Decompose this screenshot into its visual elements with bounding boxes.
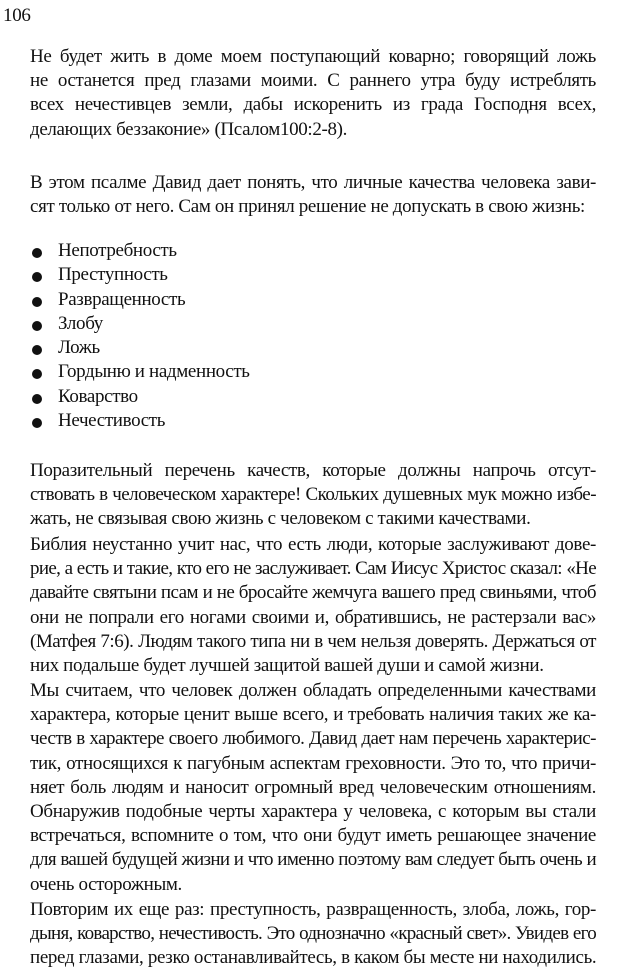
text-line: ствовать в человеческом характере! Скольких душевных мук можно избе- bbox=[30, 484, 596, 506]
paragraph-3 bbox=[30, 679, 596, 897]
list-item bbox=[30, 312, 590, 336]
text-line: для вашей будущей жизни и что именно поэтому вам следует быть очень и bbox=[30, 849, 596, 871]
text-line: честв в характере своего любимого. Давид дает нам перечень характерис- bbox=[30, 728, 596, 750]
text-line: делающих беззаконие» (Псалом100:2-8). bbox=[30, 118, 347, 140]
text-line: характера, которые ценит выше всего, и требовать наличия таких же ка- bbox=[30, 704, 596, 726]
bullet-icon bbox=[32, 272, 42, 282]
list-item bbox=[30, 288, 590, 312]
bullet-icon bbox=[32, 297, 42, 307]
bullet-icon bbox=[32, 321, 42, 331]
psalm-quote bbox=[30, 45, 596, 142]
paragraph-4 bbox=[30, 898, 596, 971]
qualities-list bbox=[30, 239, 590, 433]
list-item-label: Злобу bbox=[58, 312, 103, 334]
text-line: встречаться, вспомните о том, что они будут иметь решающее значение bbox=[30, 825, 596, 847]
text-line: В этом псалме Давид дает понять, что личные качества человека зави- bbox=[30, 172, 596, 193]
text-line: Обнаружив подобные черты характера у человека, с которым вы стали bbox=[30, 801, 596, 823]
list-item bbox=[30, 385, 590, 409]
list-item-label: Гордыню и надменность bbox=[58, 361, 250, 383]
text-line: Поразительный перечень качеств, которые должны напрочь отсут- bbox=[30, 460, 596, 481]
intro-paragraph bbox=[30, 171, 596, 219]
bullet-icon bbox=[32, 345, 42, 355]
list-item bbox=[30, 360, 590, 384]
list-item-label: Развращенность bbox=[58, 288, 186, 310]
text-line: рие, а есть и такие, кто его не заслуживает. Сам Иисус Христос сказал: «Не bbox=[30, 558, 596, 580]
text-line: (Матфея 7:6). Людям такого типа ни в чем нельзя доверять. Держаться от bbox=[30, 630, 596, 652]
text-line: перед глазами, резко останавливайтесь, в каком бы месте ни находились. bbox=[30, 947, 597, 969]
text-line: тик, относящихся к пагубным аспектам греховности. Это то, что причи- bbox=[30, 752, 596, 774]
list-item-label: Нечестивость bbox=[58, 410, 166, 432]
text-line: Не будет жить в доме моем поступающий коварно; говорящий ложь bbox=[30, 46, 596, 67]
list-item-label: Непотребность bbox=[58, 240, 177, 261]
page-number: 106 bbox=[3, 5, 31, 26]
text-line: всех нечестивцев земли, дабы искоренить из града Господня всех, bbox=[30, 94, 596, 116]
text-line: давайте святыни псам и не бросайте жемчуга вашего пред свиньями, чтоб bbox=[30, 582, 596, 604]
bullet-icon bbox=[32, 418, 42, 428]
text-line: очень осторожным. bbox=[30, 873, 182, 895]
list-item-label: Преступность bbox=[58, 264, 168, 286]
text-line: сят только от него. Сам он принял решение не допускать в свою жизнь: bbox=[30, 196, 585, 218]
text-line: них подальше будет лучшей защитой вашей души и самой жизни. bbox=[30, 655, 544, 677]
list-item-label: Ложь bbox=[58, 337, 100, 359]
bullet-icon bbox=[32, 248, 42, 258]
text-line: Повторим их еще раз: преступность, развращенность, злоба, ложь, гор- bbox=[30, 899, 596, 920]
list-item bbox=[30, 239, 590, 263]
list-item-label: Коварство bbox=[58, 385, 138, 407]
text-line: жать, не связывая свою жизнь с человеком с такими качествами. bbox=[30, 508, 531, 530]
text-line: они не попрали его ногами своими и, обратившись, не растерзали вас» bbox=[30, 606, 596, 628]
text-line: Библия неустанно учит нас, что есть люди, которые заслуживают дове- bbox=[30, 534, 596, 555]
text-line: дыня, коварство, нечестивость. Это однозначно «красный свет». Увидев его bbox=[30, 923, 596, 945]
paragraph-1 bbox=[30, 459, 596, 532]
list-item bbox=[30, 263, 590, 287]
text-line: Мы считаем, что человек должен обладать определенными качествами bbox=[30, 680, 596, 701]
bullet-icon bbox=[32, 369, 42, 379]
text-line: няет боль людям и наносит огромный вред человеческим отношениям. bbox=[30, 776, 596, 798]
text-line: не останется пред глазами моими. С раннего утра буду истреблять bbox=[30, 70, 596, 92]
list-item bbox=[30, 409, 590, 433]
list-item bbox=[30, 336, 590, 360]
paragraph-2 bbox=[30, 533, 596, 678]
bullet-icon bbox=[32, 394, 42, 404]
